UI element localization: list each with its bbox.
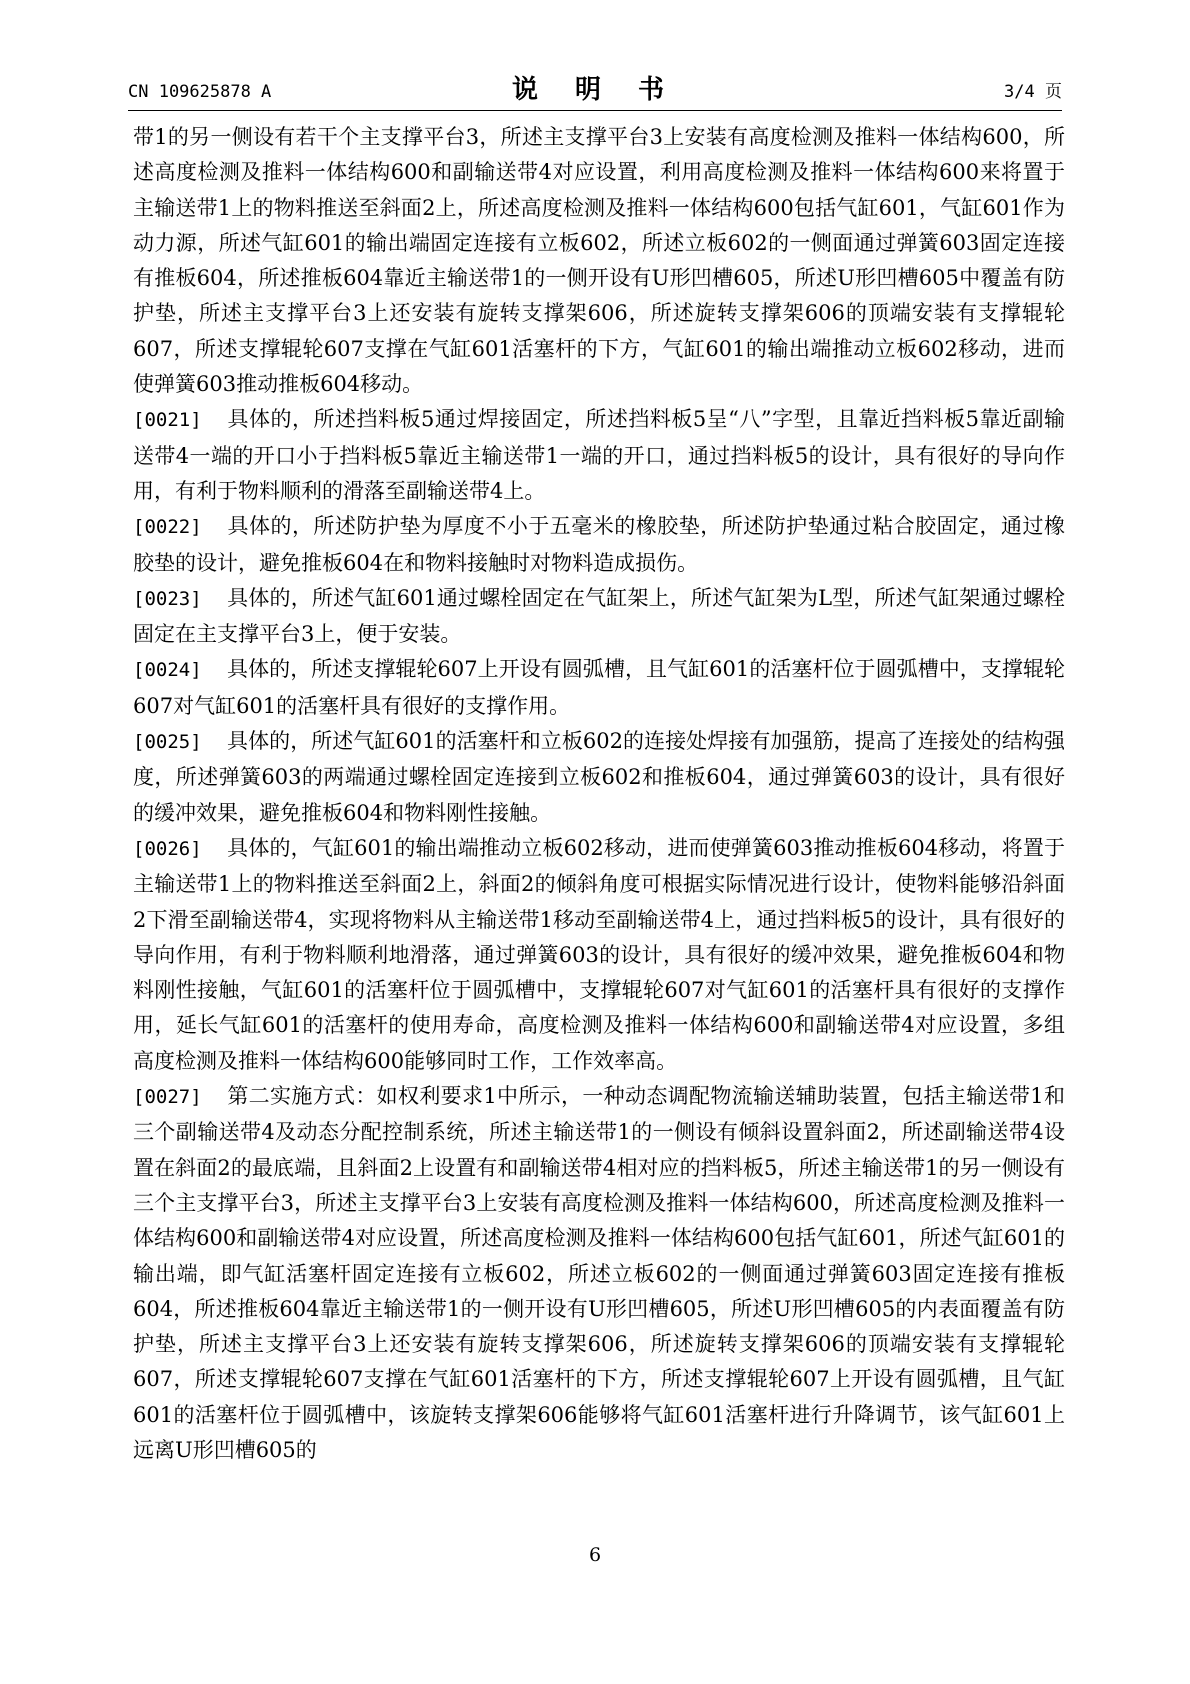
- paragraph-0021: [133, 402, 1065, 509]
- paragraph-number: [0025]: [133, 731, 202, 754]
- paragraph-number: [0021]: [133, 409, 202, 432]
- page-footer: [0, 1544, 1190, 1566]
- paragraph-0023: [133, 581, 1065, 653]
- paragraph-number: [0022]: [133, 516, 202, 539]
- paragraph-0025: [133, 724, 1065, 831]
- paragraph-number: [0023]: [133, 587, 202, 610]
- header-divider: [128, 110, 1062, 111]
- paragraph-text: 具体的，所述气缸601通过螺栓固定在气缸架上，所述气缸架为L型，所述气缸架通过螺栓固定在主支撑平台3上，便于安装。: [133, 585, 1065, 647]
- paragraph-0026: [133, 831, 1065, 1079]
- paragraph-text: 具体的，所述挡料板5通过焊接固定，所述挡料板5呈“八”字型，且靠近挡料板5靠近副输送带4一端的开口小于挡料板5靠近主输送带1一端的开口，通过挡料板5的设计，具有很好的导向作用，有利于物料顺利的滑落至副输送带4上。: [133, 407, 1065, 503]
- document-title: 说 明 书: [511, 75, 679, 105]
- continuation-paragraph: 带1的另一侧设有若干个主支撑平台3，所述主支撑平台3上安装有高度检测及推料一体结构600，所述高度检测及推料一体结构600和副输送带4对应设置，利用高度检测及推料一体结构600来将置于主输送带1上的物料推送至斜面2上，所述高度检测及推料一体结构600包括气缸601，气缸601作为动力源，所述气缸601的输出端固定连接有立板602，所述立板602的一侧面通过弹簧603固定连接有推板604，所述推板604靠近主输送带1的一侧开设有U形凹槽605，所述U形凹槽605中覆盖有防护垫，所述主支撑平台3上还安装有旋转支撑架606，所述旋转支撑架606的顶端安装有支撑辊轮607，所述支撑辊轮607支撑在气缸601活塞杆的下方，气缸601的输出端推动立板602移动，进而使弹簧603推动推板604移动。: [133, 125, 1065, 397]
- paragraph-text: 第二实施方式：如权利要求1中所示，一种动态调配物流输送辅助装置，包括主输送带1和三个副输送带4及动态分配控制系统，所述主输送带1的一侧设有倾斜设置斜面2，所述副输送带4设置在斜面2的最底端，且斜面2上设置有和副输送带4相对应的挡料板5，所述主输送带1的另一侧设有三个主支撑平台3，所述主支撑平台3上安装有高度检测及推料一体结构600，所述高度检测及推料一体结构600和副输送带4对应设置，所述高度检测及推料一体结构600包括气缸601，所述气缸601的输出端，即气缸活塞杆固定连接有立板602，所述立板602的一侧面通过弹簧603固定连接有推板604，所述推板604靠近主输送带1的一侧开设有U形凹槽605，所述U形凹槽605的内表面覆盖有防护垫，所述主支撑平台3上还安装有旋转支撑架606，所述旋转支撑架606的顶端安装有支撑辊轮607，所述支撑辊轮607支撑在气缸601活塞杆的下方，所述支撑辊轮607上开设有圆弧槽，且气缸601的活塞杆位于圆弧槽中，该旋转支撑架606能够将气缸601活塞杆进行升降调节，该气缸601上远离U形凹槽605的: [133, 1084, 1065, 1462]
- paragraph-number: [0027]: [133, 1086, 202, 1109]
- paragraph-text: 具体的，所述气缸601的活塞杆和立板602的连接处焊接有加强筋，提高了连接处的结构强度，所述弹簧603的两端通过螺栓固定连接到立板602和推板604，通过弹簧603的设计，具有很好的缓冲效果，避免推板604和物料刚性接触。: [133, 729, 1065, 825]
- paragraph-text: 具体的，气缸601的输出端推动立板602移动，进而使弹簧603推动推板604移动，将置于主输送带1上的物料推送至斜面2上，斜面2的倾斜角度可根据实际情况进行设计，使物料能够沿斜面2下滑至副输送带4，实现将物料从主输送带1移动至副输送带4上，通过挡料板5的设计，具有很好的导向作用，有利于物料顺利地滑落，通过弹簧603的设计，具有很好的缓冲效果，避免推板604和物料刚性接触，气缸601的活塞杆位于圆弧槽中，支撑辊轮607对气缸601的活塞杆具有很好的支撑作用，延长气缸601的活塞杆的使用寿命，高度检测及推料一体结构600和副输送带4对应设置，多组高度检测及推料一体结构600能够同时工作，工作效率高。: [133, 835, 1065, 1073]
- paragraph-text: 具体的，所述防护垫为厚度不小于五毫米的橡胶垫，所述防护垫通过粘合胶固定，通过橡胶垫的设计，避免推板604在和物料接触时对物料造成损伤。: [133, 514, 1065, 575]
- paragraph-number: [0024]: [133, 659, 202, 682]
- document-body: [133, 120, 1065, 1468]
- page-header: [128, 68, 1062, 108]
- paragraph-number: [0026]: [133, 837, 202, 860]
- paragraph-0024: [133, 652, 1065, 724]
- page-indicator: 3/4 页: [1004, 82, 1062, 102]
- paragraph-0027: [133, 1079, 1065, 1468]
- paragraph-text: 具体的，所述支撑辊轮607上开设有圆弧槽，且气缸601的活塞杆位于圆弧槽中，支撑辊轮607对气缸601的活塞杆具有很好的支撑作用。: [133, 657, 1065, 718]
- paragraph-0022: [133, 509, 1065, 581]
- page-number: 6: [588, 1544, 602, 1566]
- patent-number: CN 109625878 A: [128, 82, 272, 102]
